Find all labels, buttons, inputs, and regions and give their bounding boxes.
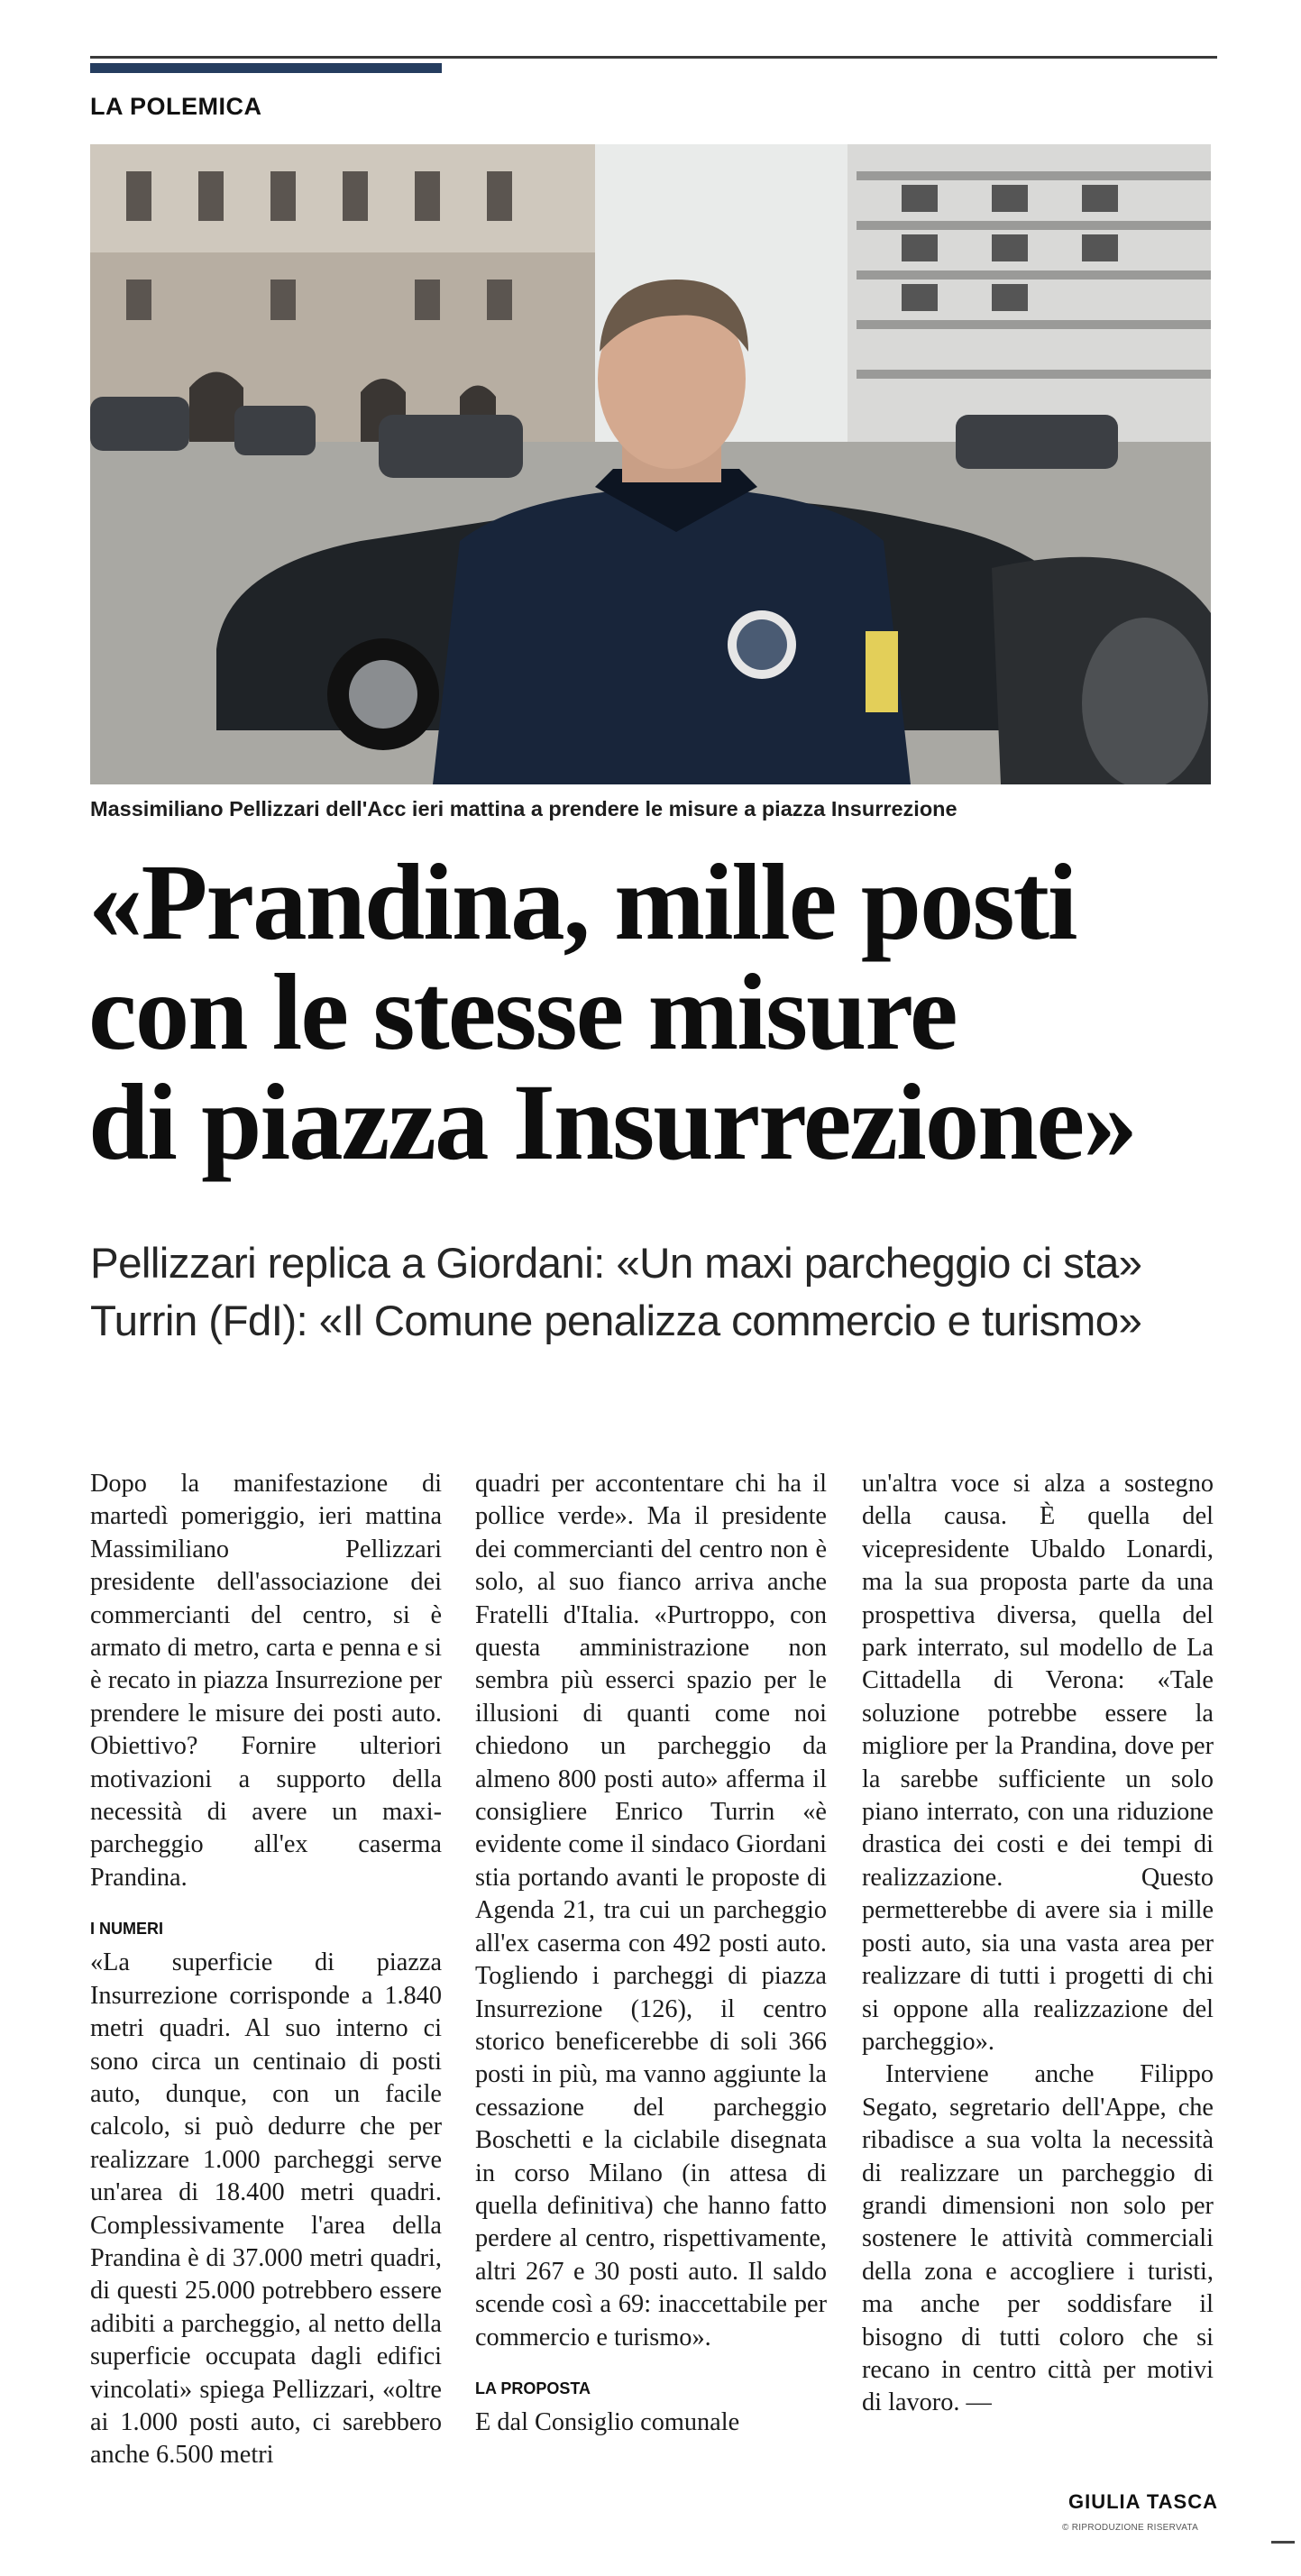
headline [88,842,1233,1183]
paragraph-segato: Interviene anche Filippo Segato, segretario dell'Appe, che ribadisce a sua volta la necessità di realizzare un parcheggio di grandi dimensioni non solo per sostenere le attività commerciali della zona e accogliere i turisti, ma anche per soddisfare il bisogno di tutti coloro che si recano in centro città per motivi di lavoro. — [862,2060,1214,2417]
subhead-line-2: Turrin (FdI): «Il Comune penalizza commercio e turismo» [90,1297,1142,1345]
label-proposta: LA PROPOSTA [475,2379,591,2397]
label-numeri: I NUMERI [90,1920,163,1939]
photo-caption: Massimiliano Pellizzari dell'Acc ieri mattina a prendere le misure a piazza Insurrezione [90,797,957,820]
author-byline: GIULIA TASCA [1068,2490,1218,2513]
paragraph-intro: Dopo la manifestazione di martedì pomeriggio, ieri mattina Massimiliano Pellizzari presidente dell'associazione dei commercianti del centro, si è armato di metro, carta e penna e si è recato in piazza Insurrezione per prendere le misure dei posti auto. Obiettivo? Fornire ulteriori motivazioni a supporto della necessità di avere un maxi-parcheggio all'ex caserma Prandina. [90,1470,442,1892]
subhead-line-1: Pellizzari replica a Giordani: «Un maxi parcheggio ci sta» [90,1240,1142,1288]
body-column-3 [862,1468,1214,2420]
body-column-2 [475,1468,827,2439]
headline-line-2: con le stesse misure [88,952,957,1073]
photo-illustration [90,144,1211,784]
subheadline [90,1235,1235,1351]
headline-line-1: «Prandina, mille posti [88,842,1077,963]
headline-line-3: di piazza Insurrezione» [88,1062,1136,1183]
paragraph-lonardi: un'altra voce si alza a sostegno della causa. È quella del vicepresidente Ubaldo Lonardi, ma la sua proposta parte da una prospettiva diversa, quella del park interrato, sul modello de La Cittadella di Verona: «Tale soluzione potrebbe essere la migliore per la Prandina, dove per la sarebbe sufficiente un solo piano interrato, con una riduzione drastica dei costi e dei tempi di realizzazione. Questo permetterebbe di avere sia i mille posti auto, sia una vasta area per realizzare di tutti i progetti di chi si oppone alla realizzazione del parcheggio». [862,1470,1214,2056]
photo-man-shirt [433,487,911,784]
copyright-notice: © RIPRODUZIONE RISERVATA [1062,2523,1199,2533]
section-accent-bar [90,63,442,73]
article-photo [90,144,1211,784]
page-corner-mark [1271,2541,1295,2544]
paragraph-proposta-start: E dal Consiglio comunale [475,2407,740,2436]
body-column-1 [90,1468,442,2472]
section-kicker: LA POLEMICA [90,93,262,120]
paragraph-numeri: «La superficie di piazza Insurrezione corrisponde a 1.840 metri quadri. Al suo interno ci sono circa un centinaio di posti auto, dunque, con un facile calcolo, si può dedurre che per realizzare 1.000 parcheggi serve un'area di 18.400 metri quadri. Complessivamente l'area della Prandina è di 37.000 metri quadri, di questi 25.000 potrebbero essere adibiti a parcheggio, al netto della superficie occupata dagli edifici vincolati» spiega Pellizzari, «oltre ai 1.000 posti auto, ci sarebbero anche 6.500 metri [90,1948,442,2470]
paragraph-turrin: quadri per accontentare chi ha il pollice verde». Ma il presidente dei commercianti del centro non è solo, al suo fianco arriva anche Fratelli d'Italia. «Purtroppo, con questa amministrazione non sembra più esserci spazio per le illusioni di quanti come noi chiedono un parcheggio da almeno 800 posti auto» afferma il consigliere Enrico Turrin «è evidente come il sindaco Giordani stia portando avanti le proposte di Agenda 21, tra cui un parcheggio all'ex caserma con 492 posti auto. Togliendo i parcheggi di piazza Insurrezione (126), il centro storico beneficerebbe di soli 366 posti in più, ma vanno aggiunte la cessazione del parcheggio Boschetti e la ciclabile disegnata in corso Milano (in attesa di quella definitiva) che hanno fatto perdere al centro, rispettivamente, altri 267 e 30 posti auto. Il saldo scende così a 69: inaccettabile per commercio e turismo». [475,1470,827,2351]
top-rule [90,56,1217,59]
